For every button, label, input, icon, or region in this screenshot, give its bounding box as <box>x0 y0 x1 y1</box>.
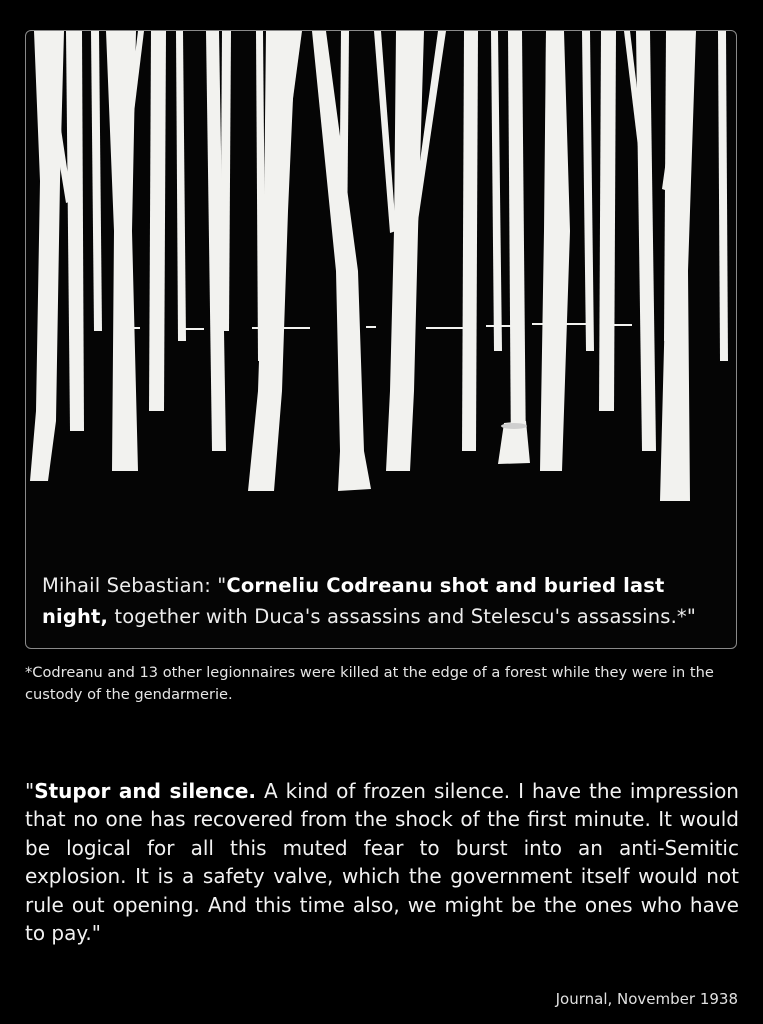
quote-bold: Stupor and silence. <box>34 779 256 803</box>
quote-rest: A kind of frozen silence. I have the impression that no one has recovered from the shock of the first minute. It would be logical for all this muted fear to burst into an anti-Semitic explosion. It is a safety valve, which the government itself would not rule out opening. And this time also, we might be the ones who have to pay." <box>25 779 739 946</box>
journal-quote <box>25 777 739 947</box>
forest-trees-illustration <box>26 31 737 649</box>
quote-lead: " <box>25 779 35 803</box>
forest-illustration-panel <box>25 30 737 649</box>
caption-lead: Mihail Sebastian: " <box>42 574 227 597</box>
caption-bold: Corneliu Codreanu shot and buried last night, <box>42 574 665 628</box>
caption-rest: together with Duca's assassins and Stelescu's assassins.*" <box>108 605 696 628</box>
footnote: *Codreanu and 13 other legionnaires were killed at the edge of a forest while they were in the custody of the gendarmerie. <box>25 664 714 703</box>
quote-caption <box>42 570 726 632</box>
source-attribution: Journal, November 1938 <box>555 990 738 1008</box>
